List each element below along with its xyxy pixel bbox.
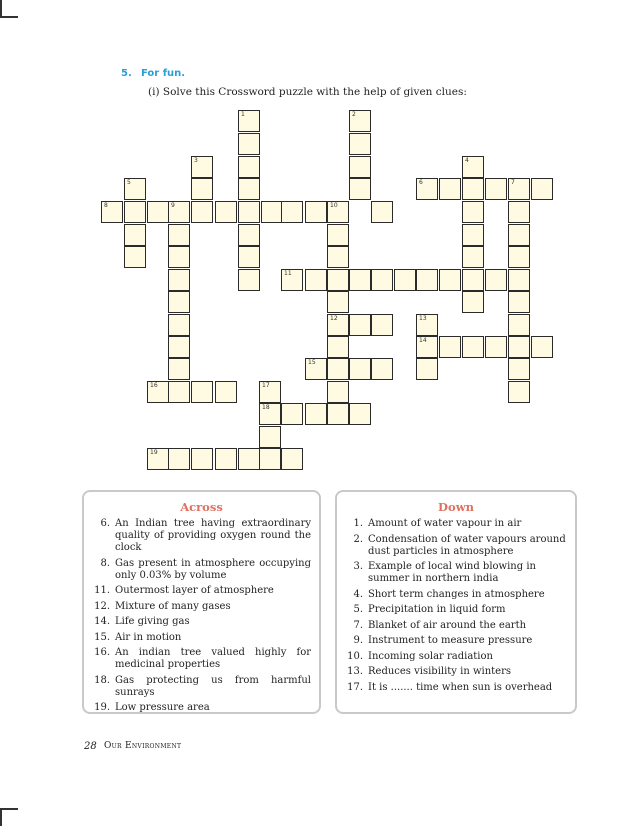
cell-number: 6 — [419, 179, 423, 186]
across-clue — [84, 585, 319, 597]
clue-number: 12. — [94, 600, 110, 612]
clue-text: Reduces visibility in winters — [368, 666, 512, 677]
crossword-cell[interactable] — [327, 403, 349, 425]
cell-number: 14 — [419, 337, 427, 344]
crossword-cell-5[interactable] — [124, 178, 146, 200]
clue-number: 14. — [94, 616, 110, 627]
crossword-cell[interactable] — [349, 314, 371, 336]
crossword-cell[interactable] — [462, 224, 484, 246]
clue-text: Incoming solar radiation — [368, 650, 493, 662]
crossword-cell[interactable] — [485, 178, 507, 200]
page-number: 28 — [84, 741, 97, 752]
clue-text: Blanket of air around the earth — [368, 619, 527, 631]
question-instruction: (i) Solve this Crossword puzzle with the help of given clues: — [148, 86, 467, 98]
crossword-cell[interactable] — [349, 156, 371, 178]
crossword-cell[interactable] — [531, 336, 553, 358]
crossword-cell[interactable] — [462, 201, 484, 223]
crossword-cell[interactable] — [305, 269, 327, 291]
crossword-cell[interactable] — [168, 246, 190, 268]
crossword-cell[interactable] — [215, 381, 237, 403]
down-clue — [337, 651, 575, 663]
across-clue — [84, 518, 319, 554]
crossword-cell[interactable] — [462, 291, 484, 313]
across-clue-list — [84, 518, 319, 714]
crossword-cell[interactable] — [462, 269, 484, 291]
crossword-cell-2[interactable] — [349, 110, 371, 132]
clue-text: Gas protecting us from harmful sunrays — [115, 674, 311, 698]
clue-number: 17. — [347, 681, 363, 693]
clue-number: 16. — [94, 647, 110, 658]
crossword-cell[interactable] — [485, 336, 507, 358]
clue-text: Gas present in atmosphere occupying only 0.03% by volume — [115, 557, 311, 581]
cell-number: 2 — [352, 111, 356, 118]
clue-text: Mixture of many gases — [115, 600, 231, 612]
crossword-cell[interactable] — [168, 269, 190, 291]
crossword-cell[interactable] — [168, 448, 190, 470]
down-clue-list — [337, 518, 575, 694]
crossword-cell[interactable] — [371, 314, 393, 336]
crossword-cell[interactable] — [508, 246, 530, 268]
clue-text: Life giving gas — [115, 616, 190, 627]
crossword-cell-4[interactable] — [462, 156, 484, 178]
crossword-cell[interactable] — [439, 336, 461, 358]
clue-text: Instrument to measure pressure — [368, 635, 533, 646]
across-clue — [84, 702, 319, 714]
down-clue — [337, 561, 575, 585]
clue-text: An Indian tree having extraordinary quality of providing oxygen round the clock — [115, 518, 311, 553]
clue-number: 13. — [347, 666, 363, 677]
crossword-cell-13[interactable] — [416, 314, 438, 336]
across-heading: Across — [180, 500, 223, 514]
across-clue — [84, 675, 319, 699]
clue-text: Short term changes in atmosphere — [368, 588, 545, 600]
crossword-cell[interactable] — [439, 178, 461, 200]
crossword-cell[interactable] — [508, 291, 530, 313]
crossword-cell[interactable] — [147, 201, 169, 223]
clue-number: 15. — [94, 631, 110, 643]
crossword-cell[interactable] — [191, 201, 213, 223]
down-clue — [337, 534, 575, 558]
crossword-cell[interactable] — [124, 246, 146, 268]
cell-number: 13 — [419, 315, 427, 322]
down-clue — [337, 518, 575, 530]
clue-number: 6. — [100, 518, 110, 529]
cell-number: 3 — [194, 157, 198, 164]
clue-number: 8. — [100, 557, 110, 569]
down-clue — [337, 635, 575, 647]
crossword-cell[interactable] — [349, 403, 371, 425]
cell-number: 4 — [465, 157, 469, 164]
crossword-cell[interactable] — [191, 178, 213, 200]
cell-number: 8 — [104, 202, 108, 209]
cell-number: 1 — [241, 111, 245, 118]
crossword-cell[interactable] — [349, 358, 371, 380]
crossword-cell[interactable] — [508, 269, 530, 291]
crossword-cell[interactable] — [168, 336, 190, 358]
down-heading: Down — [438, 500, 474, 514]
crossword-cell[interactable] — [124, 224, 146, 246]
crossword-cell[interactable] — [191, 381, 213, 403]
question-number: 5. — [121, 68, 132, 79]
crossword-cell-8[interactable] — [101, 201, 123, 223]
cell-number: 10 — [330, 202, 338, 209]
crossword-cell[interactable] — [531, 178, 553, 200]
clue-number: 10. — [347, 650, 363, 662]
crop-mark-bottom-left-v — [0, 808, 2, 826]
clue-number: 11. — [94, 585, 110, 596]
clue-number: 7. — [353, 619, 363, 631]
cell-number: 15 — [308, 359, 316, 366]
crossword-cell[interactable] — [462, 336, 484, 358]
down-clue — [337, 620, 575, 632]
down-clue — [337, 682, 575, 694]
crossword-cell[interactable] — [168, 291, 190, 313]
clue-number: 9. — [353, 635, 363, 646]
crossword-cell[interactable] — [508, 314, 530, 336]
clue-text: An indian tree valued highly for medicinal properties — [115, 647, 311, 670]
across-clue — [84, 558, 319, 582]
clue-number: 3. — [353, 561, 363, 572]
question-title: For fun. — [141, 68, 186, 79]
cell-number: 12 — [330, 315, 338, 322]
cell-number: 11 — [284, 270, 292, 277]
crossword-cell[interactable] — [508, 336, 530, 358]
crossword-cell-15[interactable] — [305, 358, 327, 380]
crossword-cell-11[interactable] — [281, 269, 303, 291]
across-clue — [84, 632, 319, 644]
crossword-cell[interactable] — [439, 269, 461, 291]
crossword-cell[interactable] — [327, 336, 349, 358]
crossword-cell-6[interactable] — [416, 178, 438, 200]
crossword-cell[interactable] — [327, 246, 349, 268]
crossword-cell[interactable] — [238, 156, 260, 178]
crossword-cell[interactable] — [416, 269, 438, 291]
clue-number: 1. — [353, 518, 363, 529]
clue-text: It is ....... time when sun is overhead — [368, 681, 553, 693]
crossword-cell-17[interactable] — [259, 381, 281, 403]
crossword-cell[interactable] — [349, 178, 371, 200]
crossword-cell[interactable] — [416, 358, 438, 380]
cell-number: 18 — [262, 404, 270, 411]
book-title: Our Environment — [104, 741, 182, 751]
clue-number: 2. — [353, 533, 363, 545]
crossword-cell[interactable] — [168, 381, 190, 403]
crossword-cell[interactable] — [261, 201, 283, 223]
clue-text: Outermost layer of atmosphere — [115, 585, 274, 596]
cell-number: 7 — [511, 179, 515, 186]
crossword-cell[interactable] — [327, 269, 349, 291]
crossword-cell-16[interactable] — [147, 381, 169, 403]
crossword-cell[interactable] — [327, 358, 349, 380]
cell-number: 19 — [150, 449, 158, 456]
clue-text: Precipitation in liquid form — [368, 604, 506, 615]
crossword-cell[interactable] — [394, 269, 416, 291]
across-clue — [84, 601, 319, 613]
crossword-cell[interactable] — [508, 381, 530, 403]
crossword-cell[interactable] — [281, 403, 303, 425]
crossword-cell[interactable] — [191, 448, 213, 470]
crossword-cell[interactable] — [349, 133, 371, 155]
crossword-cell[interactable] — [327, 224, 349, 246]
clue-number: 18. — [94, 674, 110, 686]
crossword-cell[interactable] — [124, 201, 146, 223]
clue-text: Condensation of water vapours around dust particles in atmosphere — [368, 533, 566, 557]
crossword-cell[interactable] — [259, 426, 281, 448]
crossword-cell[interactable] — [371, 269, 393, 291]
down-clue — [337, 666, 575, 678]
crossword-cell[interactable] — [327, 381, 349, 403]
crossword-cell-14[interactable] — [416, 336, 438, 358]
crossword-cell[interactable] — [508, 201, 530, 223]
crossword-cell[interactable] — [349, 269, 371, 291]
crossword-cell[interactable] — [508, 224, 530, 246]
crossword-cell[interactable] — [305, 403, 327, 425]
clue-text: Air in motion — [115, 631, 182, 643]
crossword-cell[interactable] — [462, 246, 484, 268]
crossword-cell[interactable] — [238, 246, 260, 268]
crossword-cell[interactable] — [508, 358, 530, 380]
crossword-cell-1[interactable] — [238, 110, 260, 132]
crossword-cell[interactable] — [168, 358, 190, 380]
across-clue — [84, 616, 319, 628]
crossword-cell[interactable] — [281, 201, 303, 223]
across-clue — [84, 647, 319, 671]
crop-mark-bottom-left-h — [0, 808, 18, 810]
crossword-cell[interactable] — [238, 178, 260, 200]
crossword-cell[interactable] — [168, 314, 190, 336]
clue-text: Amount of water vapour in air — [368, 518, 522, 529]
clue-text: Low pressure area — [115, 702, 210, 713]
crossword-cell-7[interactable] — [508, 178, 530, 200]
crossword-cell[interactable] — [485, 269, 507, 291]
clue-text: Example of local wind blowing in summer in northern india — [368, 561, 536, 584]
crossword-cell[interactable] — [215, 201, 237, 223]
cell-number: 9 — [171, 202, 175, 209]
crossword-cell[interactable] — [371, 358, 393, 380]
down-clue — [337, 604, 575, 616]
clue-number: 5. — [353, 604, 363, 615]
crossword-cell[interactable] — [238, 224, 260, 246]
crossword-cell[interactable] — [281, 448, 303, 470]
crossword-cell-10[interactable] — [327, 201, 349, 223]
crossword-cell[interactable] — [259, 448, 281, 470]
clue-number: 19. — [94, 702, 110, 713]
cell-number: 5 — [127, 179, 131, 186]
crossword-cell[interactable] — [168, 224, 190, 246]
crossword-cell[interactable] — [462, 178, 484, 200]
clue-number: 4. — [353, 588, 363, 600]
crossword-cell-18[interactable] — [259, 403, 281, 425]
crossword-cell[interactable] — [238, 269, 260, 291]
crossword-cell[interactable] — [238, 133, 260, 155]
down-clues-panel — [335, 490, 577, 714]
crossword-cell[interactable] — [305, 201, 327, 223]
crossword-cell-19[interactable] — [147, 448, 169, 470]
cell-number: 17 — [262, 382, 270, 389]
crossword-cell[interactable] — [238, 448, 260, 470]
crossword-cell-9[interactable] — [168, 201, 190, 223]
across-clues-panel — [82, 490, 321, 714]
crossword-cell[interactable] — [327, 291, 349, 313]
down-clue — [337, 589, 575, 601]
crossword-cell[interactable] — [238, 201, 260, 223]
crossword-cell-12[interactable] — [327, 314, 349, 336]
cell-number: 16 — [150, 382, 158, 389]
crossword-cell[interactable] — [215, 448, 237, 470]
crossword-cell-3[interactable] — [191, 156, 213, 178]
crossword-cell[interactable] — [371, 201, 393, 223]
